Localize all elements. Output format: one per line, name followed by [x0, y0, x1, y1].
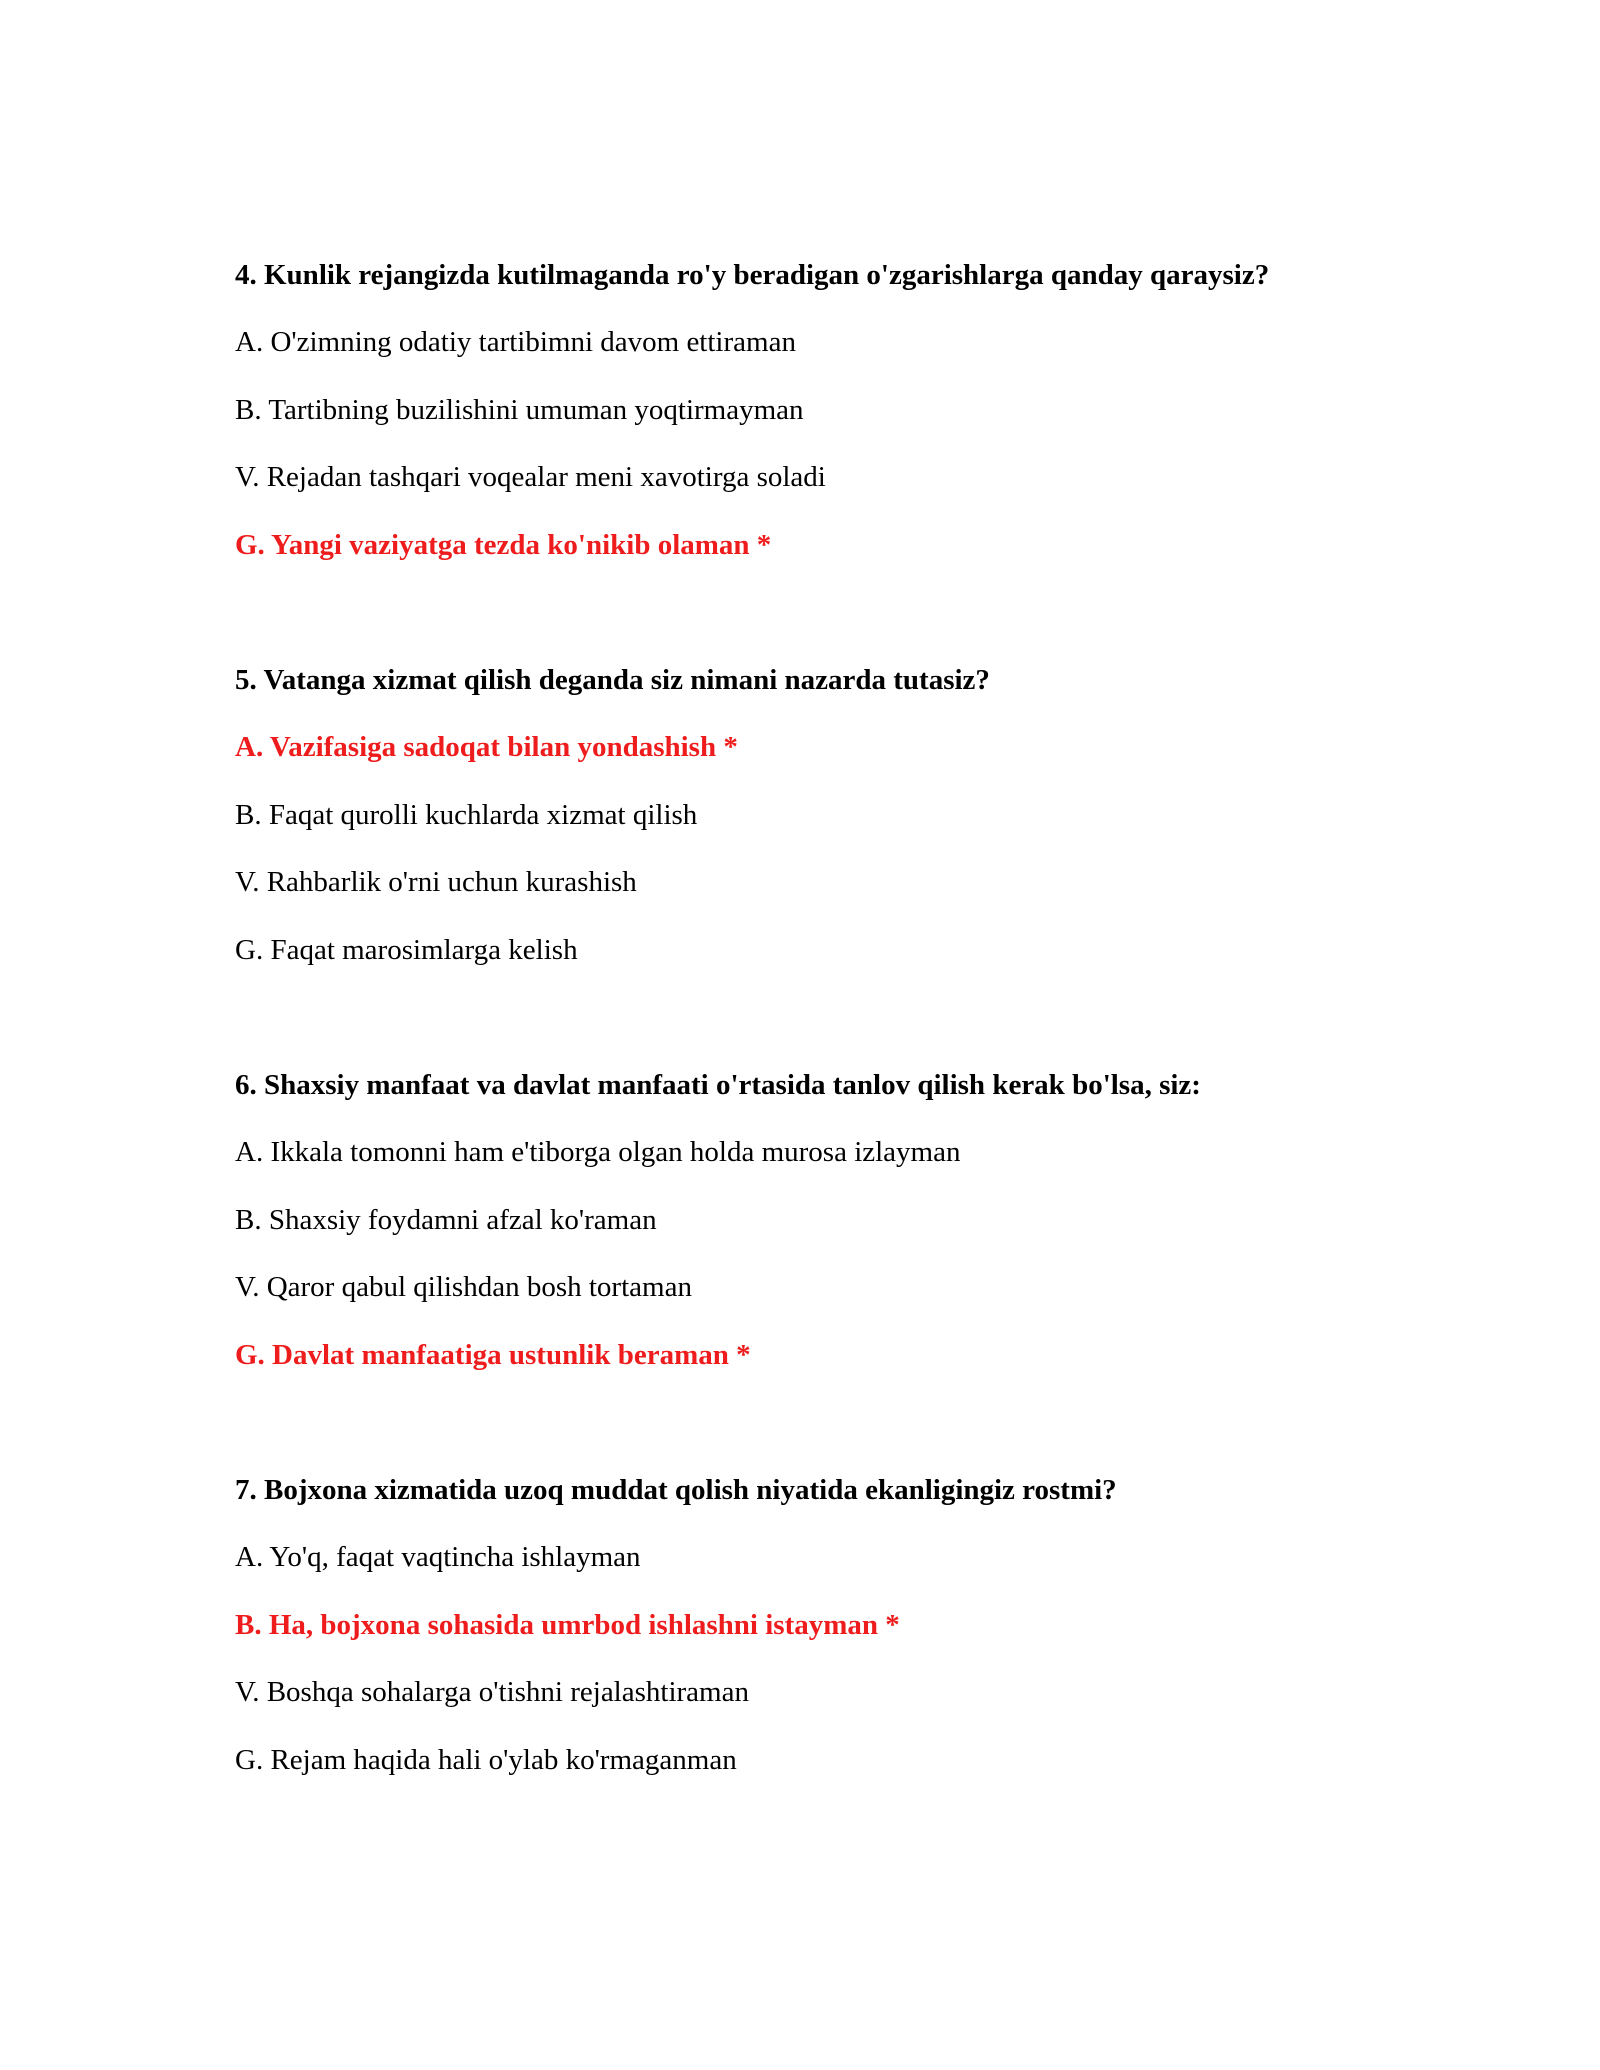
answer-option-a: A. Yo'q, faqat vaqtincha ishlayman [235, 1541, 641, 1573]
question-block-7 [235, 1470, 1435, 1807]
answer-option-v: V. Rahbarlik o'rni uchun kurashish [235, 866, 637, 898]
question-block-6 [235, 1065, 1435, 1402]
correct-answer-option-g: G. Davlat manfaatiga ustunlik beraman * [235, 1338, 751, 1371]
answer-option-a: A. O'zimning odatiy tartibimni davom ettiraman [235, 326, 796, 358]
answer-option-v: V. Boshqa sohalarga o'tishni rejalashtiraman [235, 1676, 749, 1708]
answer-option-v: V. Rejadan tashqari voqealar meni xavotirga soladi [235, 461, 826, 493]
correct-answer-option-g: G. Yangi vaziyatga tezda ko'nikib olaman * [235, 528, 772, 561]
answer-option-v: V. Qaror qabul qilishdan bosh tortaman [235, 1271, 692, 1303]
answer-option-b: B. Faqat qurolli kuchlarda xizmat qilish [235, 798, 698, 831]
answer-option-b: B. Tartibning buzilishini umuman yoqtirmayman [235, 393, 804, 426]
correct-answer-option-a: A. Vazifasiga sadoqat bilan yondashish * [235, 731, 738, 763]
correct-answer-option-b: B. Ha, bojxona sohasida umrbod ishlashni istayman * [235, 1608, 900, 1641]
question-text: 4. Kunlik rejangizda kutilmaganda ro'y beradigan o'zgarishlarga qanday qaraysiz? [235, 259, 1270, 291]
answer-option-a: A. Ikkala tomonni ham e'tiborga olgan holda murosa izlayman [235, 1136, 961, 1168]
question-text: 5. Vatanga xizmat qilish deganda siz nimani nazarda tutasiz? [235, 664, 990, 696]
question-block-5 [235, 660, 1435, 997]
question-text: 6. Shaxsiy manfaat va davlat manfaati o'rtasida tanlov qilish kerak bo'lsa, siz: [235, 1069, 1201, 1101]
question-block-4 [235, 255, 1435, 592]
answer-option-b: B. Shaxsiy foydamni afzal ko'raman [235, 1203, 657, 1236]
question-text: 7. Bojxona xizmatida uzoq muddat qolish niyatida ekanligingiz rostmi? [235, 1474, 1117, 1506]
answer-option-g: G. Faqat marosimlarga kelish [235, 933, 578, 966]
answer-option-g: G. Rejam haqida hali o'ylab ko'rmaganman [235, 1743, 737, 1776]
